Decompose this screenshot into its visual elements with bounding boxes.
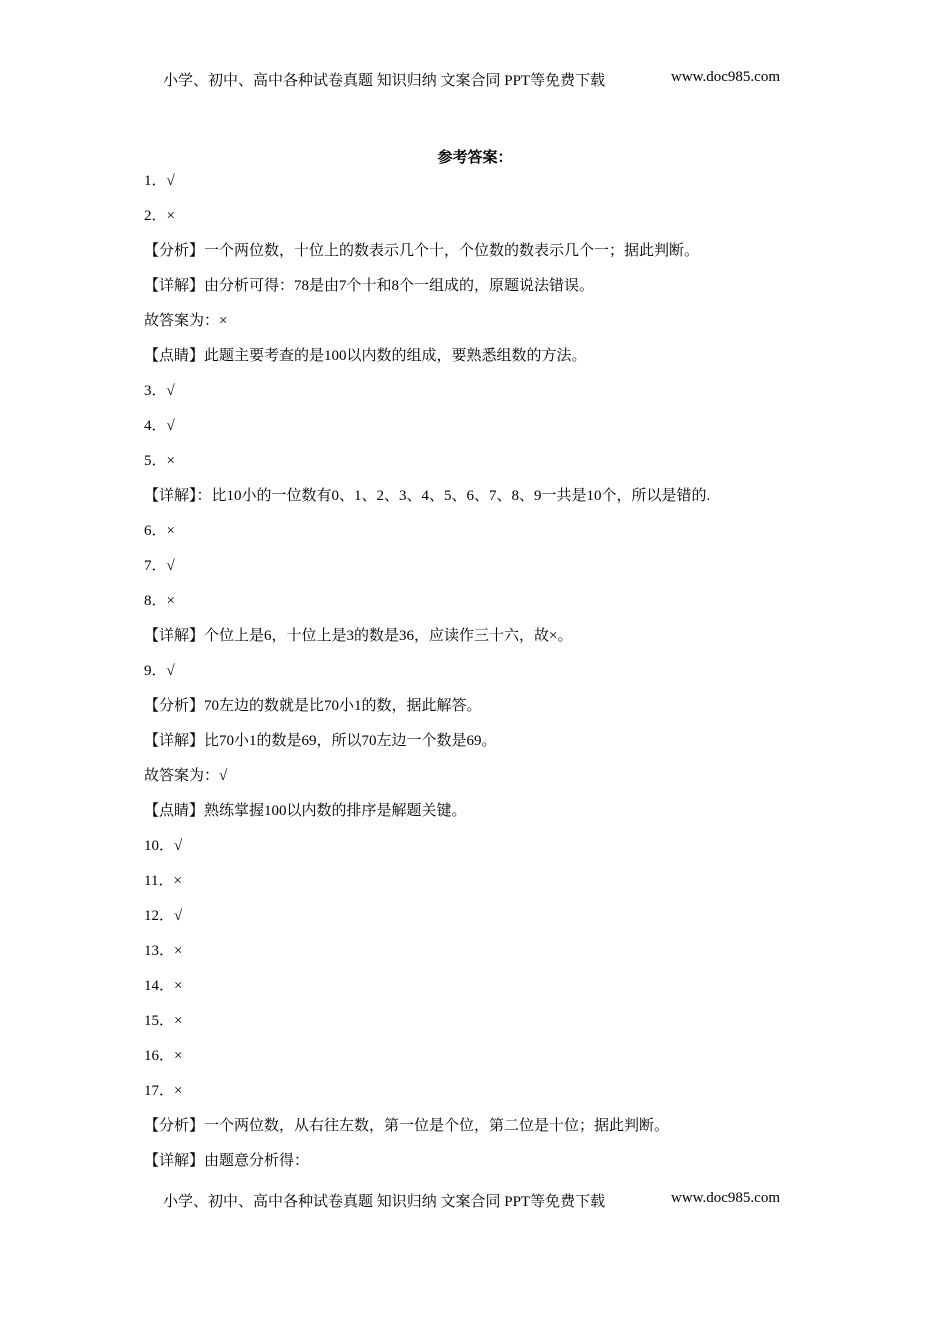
comment-line: 【点睛】熟练掌握100以内数的排序是解题关键。	[144, 803, 467, 819]
conclusion-line: 故答案为：√	[144, 768, 228, 784]
analysis-line: 【分析】70左边的数就是比70小1的数，据此解答。	[144, 698, 482, 714]
answer-line: 13．×	[144, 943, 183, 959]
answer-line: 14．×	[144, 978, 183, 994]
answer-line: 9．√	[144, 663, 175, 679]
page-title: 参考答案：	[437, 150, 513, 166]
answer-line: 17．×	[144, 1083, 183, 1099]
answer-list	[144, 171, 710, 1186]
answer-line: 16．×	[144, 1048, 183, 1064]
answer-line: 3．√	[144, 383, 175, 399]
detail-line: 【详解】由题意分析得：	[144, 1153, 310, 1169]
answer-line: 1．√	[144, 173, 175, 189]
detail-line: 【详解】比70小1的数是69，所以70左边一个数是69。	[144, 733, 497, 749]
conclusion-line: 故答案为：×	[144, 313, 228, 329]
detail-line: 【详解】个位上是6，十位上是3的数是36，应读作三十六，故×。	[144, 628, 573, 644]
detail-line: 【详解】：比10小的一位数有0、1、2、3、4、5、6、7、8、9一共是10个，所以是错的.	[144, 488, 711, 504]
analysis-line: 【分析】一个两位数，十位上的数表示几个十，个位数的数表示几个一；据此判断。	[144, 243, 700, 259]
answer-line: 4．√	[144, 418, 175, 434]
footer-text: 小学、初中、高中各种试卷真题 知识归纳 文案合同 PPT等免费下载	[163, 1194, 606, 1210]
answer-line: 12．√	[144, 908, 183, 924]
answer-line: 5．×	[144, 453, 175, 469]
header-text: 小学、初中、高中各种试卷真题 知识归纳 文案合同 PPT等免费下载	[163, 73, 606, 89]
detail-line: 【详解】由分析可得：78是由7个十和8个一组成的，原题说法错误。	[144, 278, 595, 294]
answer-line: 6．×	[144, 523, 175, 539]
answer-line: 2．×	[144, 208, 175, 224]
header-url: www.doc985.com	[671, 69, 781, 85]
comment-line: 【点睛】此题主要考查的是100以内数的组成，要熟悉组数的方法。	[144, 348, 587, 364]
answer-line: 8．×	[144, 593, 175, 609]
answer-line: 10．√	[144, 838, 183, 854]
answer-line: 7．√	[144, 558, 175, 574]
answer-line: 11．×	[144, 873, 182, 889]
footer-url: www.doc985.com	[671, 1190, 781, 1206]
analysis-line: 【分析】一个两位数，从右往左数，第一位是个位，第二位是十位；据此判断。	[144, 1118, 670, 1134]
answer-line: 15．×	[144, 1013, 183, 1029]
